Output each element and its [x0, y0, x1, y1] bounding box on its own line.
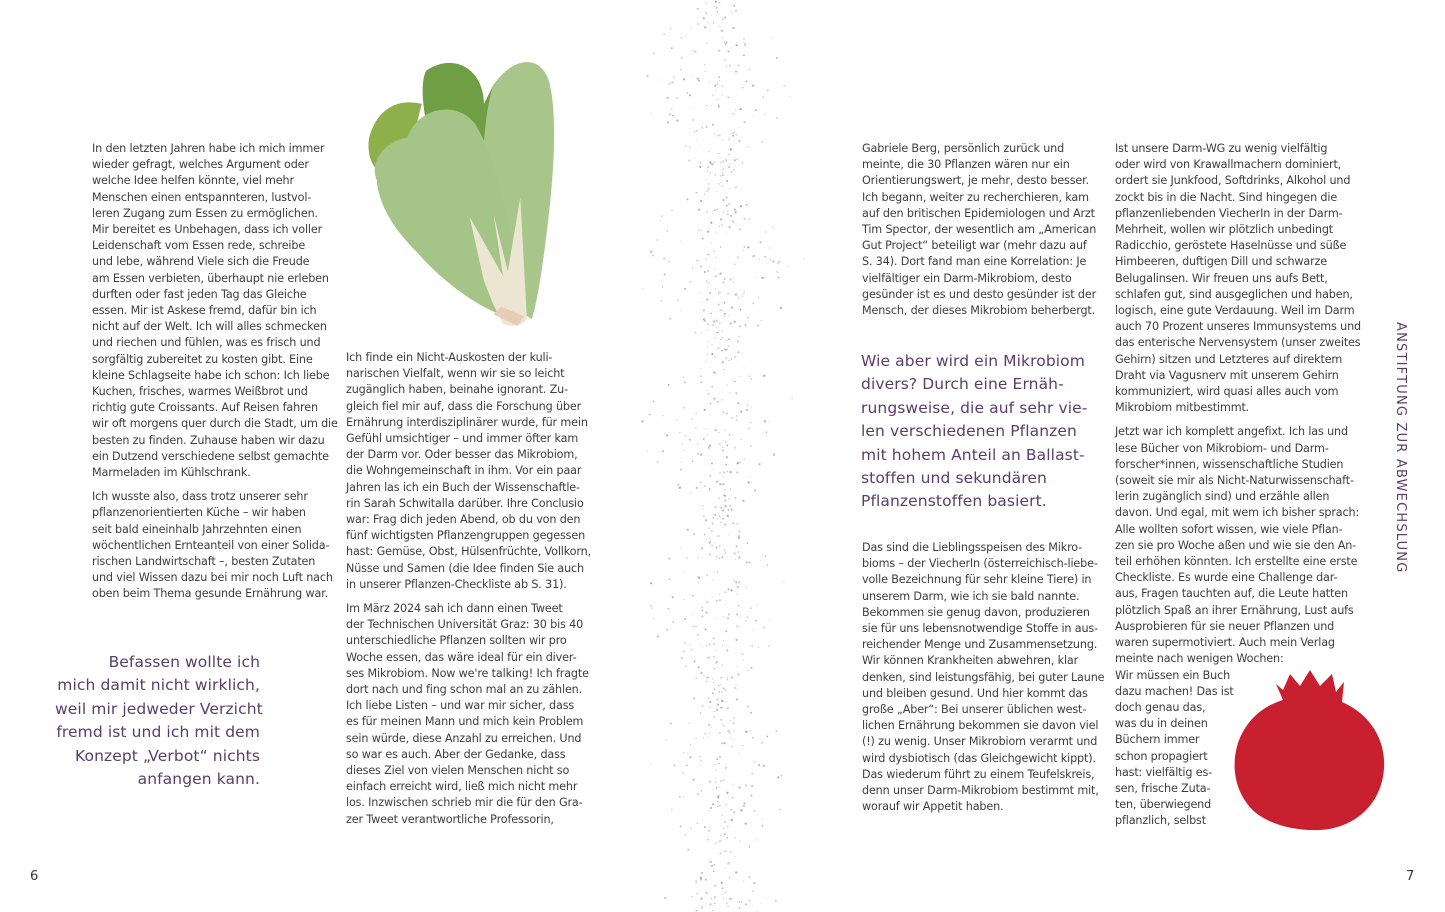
- text-line: mit hohem Anteil an Ballast-: [861, 445, 1085, 464]
- text-line: sen, frische Zuta-: [1115, 781, 1211, 795]
- text-line: teil erhöhen könnten. Ich erstellte eine erste: [1115, 555, 1358, 569]
- text-line: Jetzt war ich komplett angefixt. Ich las und: [1115, 425, 1348, 439]
- text-line: fremd ist und ich mit dem: [56, 723, 260, 742]
- text-line: und bleiben gesund. Und hier kommt das: [862, 686, 1088, 700]
- text-line: Kuchen, frisches, warmes Weißbrot und: [92, 385, 308, 399]
- text-line: Bekommen sie genug davon, produzieren: [862, 605, 1090, 619]
- paragraph: [1115, 141, 1365, 416]
- text-line: so war es auch. Aber der Gedanke, dass: [346, 747, 566, 761]
- text-line: denn unser Darm-Mikrobiom bestimmt mit,: [862, 784, 1099, 798]
- text-line: einfach erreicht wird, ließ mich nicht mehr: [346, 780, 578, 794]
- text-line: worauf wir Appetit haben.: [862, 800, 1004, 814]
- column-3-continued: [862, 540, 1107, 823]
- text-line: auf den britischen Epidemiologen und Arzt: [862, 206, 1095, 220]
- text-line: lerin zugänglich sind) und erzähle allen: [1115, 490, 1330, 504]
- paragraph: [92, 489, 337, 602]
- text-line: Wir können Krankheiten abwehren, klar: [862, 654, 1079, 668]
- text-line: sein würde, diese Anzahl zu erreichen. Und: [346, 731, 582, 745]
- text-line: pflanzlich, selbst: [1115, 814, 1206, 828]
- text-line: Gut Project“ beteiligt war (mehr dazu auf: [862, 239, 1087, 253]
- text-line: zugänglich haben, beinahe ignorant. Zu-: [346, 383, 568, 397]
- dotted-ornament-icon: [600, 0, 840, 912]
- text-line: ordert sie Junkfood, Softdrinks, Alkohol und: [1115, 174, 1351, 188]
- text-line: und viel Wissen dazu bei mir noch Luft nach: [92, 571, 333, 585]
- text-line: Alle wollten sofort wissen, wie viele Pflan-: [1115, 522, 1343, 536]
- text-line: Mensch, der dieses Mikrobiom beherbergt.: [862, 304, 1096, 318]
- text-line: volle Bezeichnung für sehr kleine Tiere) in: [862, 573, 1092, 587]
- paragraph: [862, 540, 1107, 815]
- column-4: [1115, 141, 1365, 838]
- paragraph: [1115, 424, 1365, 667]
- text-line: Pflanzenstoffen basiert.: [861, 492, 1047, 511]
- text-line: narischen Vielfalt, wenn wir sie so leicht: [346, 367, 565, 381]
- text-line: die Wohngemeinschaft in ihm. Vor ein paar: [346, 464, 582, 478]
- pull-quote: [861, 350, 1101, 514]
- text-line: Gefühl umsichtiger – und immer öfter kam: [346, 432, 579, 446]
- text-line: davon. Und egal, mit wem ich bisher sprach:: [1115, 506, 1360, 520]
- text-line: Wie aber wird ein Mikrobiom: [861, 352, 1085, 370]
- text-line: seit bald eineinhalb Jahrzehnten einen: [92, 522, 302, 536]
- text-line: was du in deinen: [1115, 717, 1208, 731]
- text-line: logisch, eine gute Verdauung. Weil im Darm: [1115, 304, 1355, 318]
- text-line: hast: vielfältig es-: [1115, 765, 1213, 779]
- text-line: und lebe, während Viele sich die Freude: [92, 255, 310, 269]
- text-line: essen. Mir ist Askese fremd, dafür bin ich: [92, 304, 317, 318]
- text-line: meinte nach wenigen Wochen:: [1115, 652, 1284, 666]
- text-line: gleich fiel mir auf, dass die Forschung über: [346, 399, 582, 413]
- text-line: (!) zu wenig. Unser Mikrobiom verarmt und: [862, 735, 1098, 749]
- text-line: aus, Fragen tauchten auf, die Leute hatten: [1115, 587, 1348, 601]
- text-line: dazu machen! Das ist: [1115, 684, 1234, 698]
- text-line: waren supermotiviert. Auch mein Verlag: [1115, 636, 1335, 650]
- column-3: [862, 141, 1107, 327]
- text-line: stoffen und sekundären: [861, 469, 1047, 488]
- text-line: fünf wichtigsten Pflanzengruppen gegessen: [346, 529, 586, 543]
- text-line: Mir bereitet es Unbehagen, dass ich voller: [92, 223, 323, 237]
- text-line: der Darm vor. Oder besser das Mikrobiom,: [346, 448, 578, 462]
- text-line: meinte, die 30 Pflanzen wären nur ein: [862, 158, 1070, 172]
- column-2: [346, 350, 596, 836]
- paragraph: [1115, 668, 1365, 830]
- text-line: schlafen gut, sind ausgeglichen und haben,: [1115, 287, 1353, 301]
- text-line: Ich begann, weiter zu recherchieren, kam: [862, 190, 1089, 204]
- text-line: oder wird von Krawallmachern dominiert,: [1115, 158, 1342, 172]
- text-line: Wir müssen ein Buch: [1115, 668, 1231, 682]
- text-line: Tim Spector, der wesentlich am „American: [862, 223, 1097, 237]
- text-line: zen sie pro Woche aßen und wie sie den An-: [1115, 538, 1357, 552]
- text-line: und riechen und fühlen, was es frisch und: [92, 336, 321, 350]
- text-line: doch genau das,: [1115, 700, 1206, 714]
- text-line: Mehrheit, wollen wir plötzlich unbedingt: [1115, 223, 1334, 237]
- text-line: Draht via Vagusnerv mit unserem Gehirn: [1115, 368, 1339, 382]
- text-line: kommuniziert, wird quasi alles auch vom: [1115, 385, 1339, 399]
- text-line: rin Sarah Schwitalla darüber. Ihre Conclusio: [346, 496, 584, 510]
- text-line: durften oder fast jeden Tag das Gleiche: [92, 287, 307, 301]
- text-line: große „Aber“: Bei unserer üblichen west-: [862, 703, 1087, 717]
- text-line: richtig gute Croissants. Auf Reisen fahren: [92, 401, 318, 415]
- text-line: reichender Menge und Zusammensetzung.: [862, 638, 1098, 652]
- text-line: Leidenschaft vom Essen rede, schreibe: [92, 239, 306, 253]
- text-line: besten zu finden. Zuhause haben wir dazu: [92, 433, 325, 447]
- text-line: Ich finde ein Nicht-Auskosten der kuli-: [346, 351, 553, 364]
- text-line: gesünder ist es und desto gesünder ist der: [862, 287, 1097, 301]
- paragraph: [346, 350, 596, 593]
- text-line: dieses Ziel von vielen Menschen nicht so: [346, 764, 570, 778]
- text-line: lichen Ernährung bekommen sie davon viel: [862, 719, 1099, 733]
- page-number-left: 6: [30, 869, 39, 884]
- text-line: Radicchio, geröstete Haselnüsse und süße: [1115, 239, 1347, 253]
- text-line: Himbeeren, duftigen Dill und schwarze: [1115, 255, 1327, 269]
- text-line: Ich liebe Listen – und war mir sicher, dass: [346, 699, 575, 713]
- text-line: weil mir jedweder Verzicht: [55, 699, 263, 718]
- text-line: mich damit nicht wirklich,: [57, 676, 260, 695]
- text-line: bioms – der ViecherIn (österreichisch-liebe-: [862, 557, 1098, 571]
- text-line: len verschiedenen Pflanzen: [861, 422, 1077, 441]
- text-line: hast: Gemüse, Obst, Hülsenfrüchte, Vollkorn,: [346, 545, 591, 559]
- text-line: oben beim Thema gesunde Ernährung war.: [92, 587, 329, 601]
- text-line: lese Bücher von Mikrobiom- und Darm-: [1115, 441, 1329, 455]
- text-line: Im März 2024 sah ich dann einen Tweet: [346, 602, 563, 616]
- text-line: Mikrobiom mitbestimmt.: [1115, 401, 1250, 415]
- text-line: S. 34). Dort fand man eine Korrelation: Je: [862, 255, 1087, 269]
- bok-choy-illustration-icon: [350, 40, 570, 340]
- paragraph: [346, 601, 596, 828]
- text-line: Nüsse und Samen (die Idee finden Sie auch: [346, 561, 584, 575]
- text-line: divers? Durch eine Ernäh-: [861, 375, 1064, 394]
- text-line: in unserer Pflanzen-Checkliste ab S. 31).: [346, 577, 567, 591]
- text-line: (soweit sie mir als Nicht-Naturwissenschaft-: [1115, 474, 1354, 488]
- text-line: zockt bis in die Nacht. Sind hingegen die: [1115, 190, 1338, 204]
- text-line: unserem Darm, wie ich sie bald nannte.: [862, 589, 1080, 603]
- text-line: pflanzenorientierten Küche – wir haben: [92, 506, 306, 520]
- text-line: rungsweise, die auf sehr vie-: [861, 398, 1088, 417]
- text-line: Orientierungswert, je mehr, desto besser.: [862, 174, 1089, 188]
- text-line: Ich wusste also, dass trotz unserer sehr: [92, 490, 308, 504]
- text-line: Befassen wollte ich: [108, 653, 260, 671]
- text-line: wöchentlichen Ernteanteil von einer Solida-: [92, 538, 330, 552]
- text-line: denken, sind leistungsfähig, bei guter Laune: [862, 670, 1105, 684]
- text-line: welche Idee helfen könnte, viel mehr: [92, 174, 294, 188]
- text-line: rischen Landwirtschaft –, besten Zutaten: [92, 555, 316, 569]
- text-line: sorgfältig zubereitet zu kosten gibt. Eine: [92, 352, 313, 366]
- text-line: Jahren las ich ein Buch der Wissenschaftle-: [346, 480, 580, 494]
- text-line: zer Tweet verantwortliche Professorin,: [346, 812, 554, 826]
- text-line: Gabriele Berg, persönlich zurück und: [862, 142, 1065, 155]
- text-line: leren Zugang zum Essen zu ermöglichen.: [92, 206, 318, 220]
- text-line: es für meinen Mann und mich kein Problem: [346, 715, 584, 729]
- text-line: wir oft morgens quer durch die Stadt, um die: [92, 417, 338, 431]
- text-line: am Essen verbieten, überhaupt nie erleben: [92, 271, 329, 285]
- text-line: Menschen einen entspannteren, lustvol-: [92, 190, 312, 204]
- pull-quote: [55, 651, 263, 791]
- paragraph: [92, 141, 337, 481]
- text-line: Das wiederum führt zu einem Teufelskreis,: [862, 767, 1095, 781]
- page-number-right: 7: [1406, 869, 1415, 884]
- text-line: Belugalinsen. Wir freuen uns aufs Bett,: [1115, 271, 1328, 285]
- text-line: vielfältiger ein Darm-Mikrobiom, desto: [862, 271, 1072, 285]
- text-line: Büchern immer: [1115, 733, 1200, 747]
- text-line: wird dysbiotisch (das Gleichgewicht kippt).: [862, 751, 1096, 765]
- text-line: schon propagiert: [1115, 749, 1208, 763]
- text-line: dort nach und fing schon mal an zu zählen.: [346, 683, 583, 697]
- text-line: das enterische Nervensystem (unser zweites: [1115, 336, 1361, 350]
- text-line: Ausprobieren für sie neuer Pflanzen und: [1115, 619, 1335, 633]
- text-line: Woche essen, das wäre ideal für ein diver-: [346, 650, 577, 664]
- column-1: [92, 141, 337, 611]
- text-line: Das sind die Lieblingsspeisen des Mikro-: [862, 541, 1083, 554]
- text-line: Marmeladen im Kühlschrank.: [92, 466, 251, 480]
- text-line: pflanzenliebenden ViecherIn in der Darm-: [1115, 206, 1343, 220]
- text-line: sie für uns lebensnotwendige Stoffe in aus-: [862, 622, 1098, 636]
- text-line: der Technischen Universität Graz: 30 bis 40: [346, 618, 584, 632]
- text-line: Ernährung interdisziplinärer wurde, für mein: [346, 415, 588, 429]
- text-line: ten, überwiegend: [1115, 798, 1212, 812]
- running-head: ANSTIFTUNG ZUR ABWECHSLUNG: [1393, 322, 1408, 574]
- text-line: los. Inzwischen schrieb mir die für den Gra-: [346, 796, 583, 810]
- paragraph: [862, 141, 1107, 319]
- text-line: nicht auf der Welt. Ich will alles schmecken: [92, 320, 327, 334]
- text-line: auch 70 Prozent unseres Immunsystems und: [1115, 320, 1361, 334]
- text-line: wieder gefragt, welches Argument oder: [92, 158, 309, 172]
- text-line: kleine Schlagseite habe ich schon: Ich liebe: [92, 368, 330, 382]
- text-line: In den letzten Jahren habe ich mich immer: [92, 142, 325, 155]
- text-line: forscher*innen, wissenschaftliche Studien: [1115, 457, 1344, 471]
- text-line: ein Dutzend verschiedene selbst gemachte: [92, 449, 329, 463]
- text-line: war: Frag dich jeden Abend, ob du von den: [346, 513, 581, 527]
- text-line: Ist unsere Darm-WG zu wenig vielfältig: [1115, 142, 1328, 155]
- text-line: Checkliste. Es wurde eine Challenge dar-: [1115, 571, 1338, 585]
- text-line: Gehirn) sitzen und Letzteres auf direktem: [1115, 352, 1343, 366]
- text-line: plötzlich Spaß an ihrer Ernährung, Lust aufs: [1115, 603, 1354, 617]
- text-line: anfangen kann.: [137, 770, 260, 789]
- text-line: ses Mikrobiom. Now we're talking! Ich fragte: [346, 666, 589, 680]
- text-line: Konzept „Verbot“ nichts: [75, 746, 260, 765]
- text-line: unterschiedliche Pflanzen sollten wir pro: [346, 634, 567, 648]
